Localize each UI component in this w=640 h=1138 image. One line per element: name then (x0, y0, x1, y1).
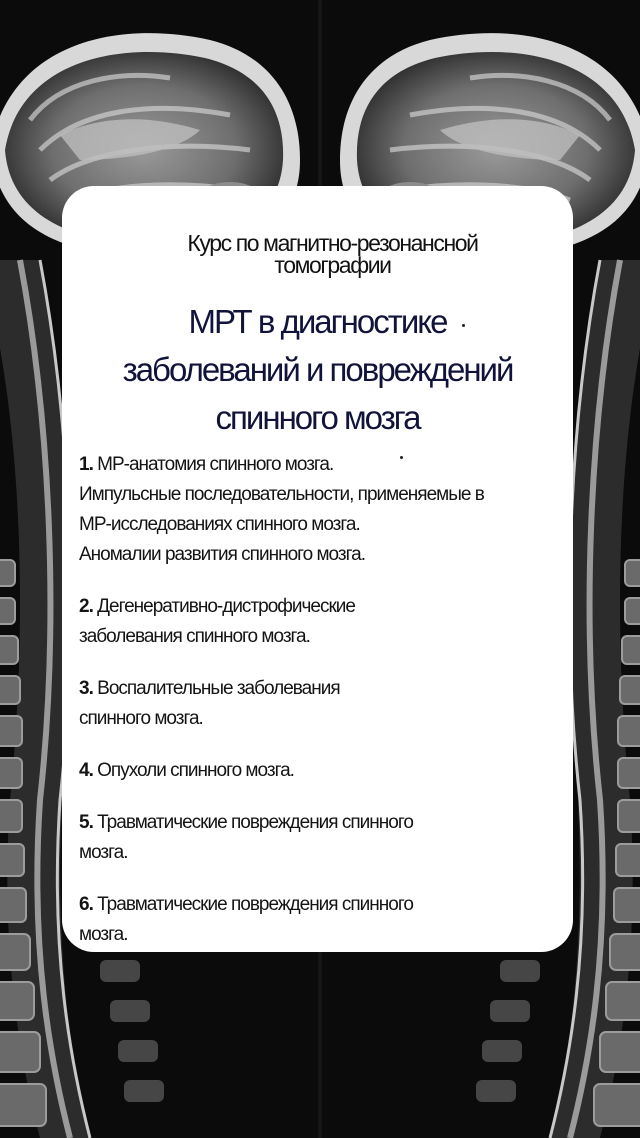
list-item-line: спинного мозга. (79, 708, 203, 729)
item-text: Дегенеративно-дистрофические (97, 596, 355, 617)
topic-list (79, 450, 569, 972)
item-text: МР-анатомия спинного мозга. (97, 454, 334, 475)
list-item (79, 450, 569, 570)
list-item (79, 592, 569, 652)
list-item-line (79, 890, 569, 920)
item-number: 1. (79, 454, 93, 475)
list-item-line (79, 450, 569, 480)
item-text: Травматические повреждения спинного (97, 812, 413, 833)
list-item (79, 890, 569, 950)
list-item-line (79, 674, 569, 704)
list-item-line: Аномалии развития спинного мозга. (79, 544, 365, 565)
item-number: 6. (79, 894, 93, 915)
course-subtitle-line: Курс по магнитно-резонансной (187, 230, 478, 256)
course-subtitle (62, 232, 573, 276)
item-number: 4. (79, 760, 93, 781)
course-subtitle-line: томографии (274, 252, 391, 278)
content-card (62, 186, 573, 952)
list-item-line: мозга. (79, 842, 128, 863)
list-item-line: заболевания спинного мозга. (79, 626, 310, 647)
list-item (79, 756, 569, 786)
page-title (62, 298, 573, 442)
list-item-line (79, 592, 569, 622)
item-number: 2. (79, 596, 93, 617)
list-item-line: мозга. (79, 924, 128, 945)
list-item-line (79, 756, 569, 786)
item-text: Воспалительные заболевания (97, 678, 340, 699)
list-item (79, 674, 569, 734)
list-item-line: МР-исследованиях спинного мозга. (79, 514, 360, 535)
list-item-line: Импульсные последовательности, применяемые в (79, 484, 484, 505)
title-line: заболеваний и повреждений (122, 351, 513, 388)
decorative-dot (462, 324, 465, 327)
title-line: спинного мозга (215, 399, 420, 436)
item-text: Опухоли спинного мозга. (97, 760, 294, 781)
item-number: 5. (79, 812, 93, 833)
list-item (79, 808, 569, 868)
list-item-line (79, 808, 569, 838)
item-number: 3. (79, 678, 93, 699)
title-line: МРТ в диагностике (188, 303, 447, 340)
item-text: Травматические повреждения спинного (97, 894, 413, 915)
